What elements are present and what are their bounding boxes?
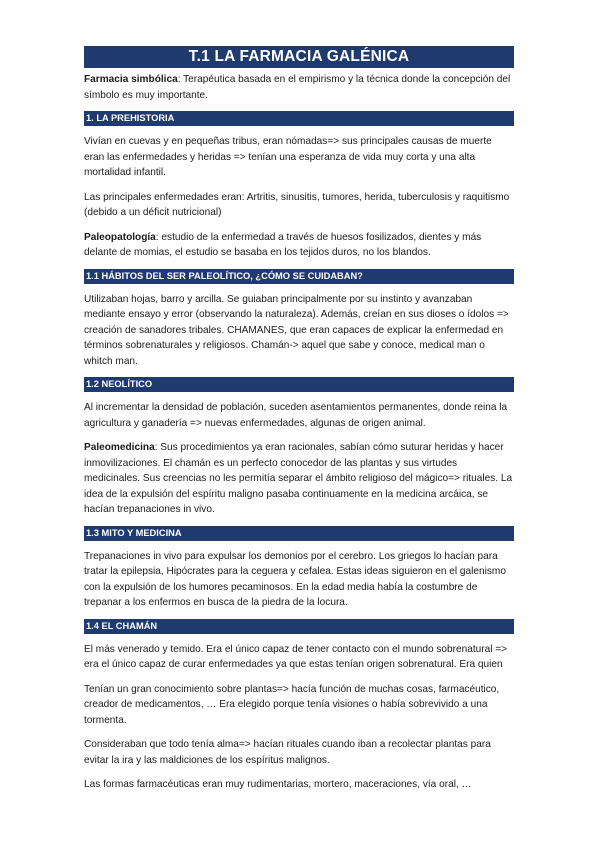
document-title: T.1 LA FARMACIA GALÉNICA bbox=[84, 46, 514, 68]
prehistoria-paragraph-2: Las principales enfermedades eran: Artritis, sinusitis, tumores, herida, tuberculosis y raquitismo (debido a un déficit nutricional) bbox=[84, 191, 510, 218]
neolitico-paragraph-1: Al incrementar la densidad de población, suceden asentamientos permanentes, donde reina la agricultura y ganadería => nuevas enfermedades, algunas de origen animal. bbox=[84, 402, 508, 429]
chaman-paragraph-4: Las formas farmacéuticas eran muy rudimentarias, mortero, maceraciones, vía oral, … bbox=[84, 779, 472, 790]
heading-chaman: 1.4 EL CHAMÁN bbox=[84, 619, 514, 634]
paleopatologia-term: Paleopatología bbox=[84, 231, 156, 243]
paleomedicina-term: Paleomedicina bbox=[84, 442, 155, 453]
chaman-paragraph-1: El más venerado y temido. Era el único capaz de tener contacto con el mundo sobrenatural => era el único capaz de curar enfermedades ya que estas tenían origen sobrenatural. Era quien bbox=[84, 643, 508, 670]
paleomedicina-text: : Sus procedimientos ya eran racionales, sabían cómo suturar heridas y hacer inmovilizaciones. El chamán es un perfecto conocedor de las plantas y sus virtudes medicinales. Sus creencias no les permitía separar el ámbito religioso del mágico=> rituales. La idea de la expulsión del espíritu maligno pasaba continuamente en la medicina arcáica, se hacían trepanaciones in vivo. bbox=[84, 442, 513, 515]
document-page bbox=[84, 46, 514, 793]
heading-mito-medicina: 1.3 MITO Y MEDICINA bbox=[84, 526, 514, 541]
intro-term: Farmacia simbólica bbox=[84, 74, 178, 85]
intro-paragraph bbox=[84, 72, 514, 103]
paleopatologia-text: : estudio de la enfermedad a través de huesos fosilizados, dientes y más delante de momias, el estudio se basaba en los tejidos duros, no los blandos. bbox=[84, 231, 482, 258]
mito-paragraph-1: Trepanaciones in vivo para expulsar los demonios por el cerebro. Los griegos lo hacían para tratar la epilepsia, Hipócrates para la ceguera y cefalea. Estas ideas siguieron en el galenismo con la expulsión de los humores pecaminosos. En la edad media había la costumbre de trepanar a los enfermos en busca de la piedra de la locura. bbox=[84, 550, 506, 608]
heading-neolitico: 1.2 NEOLÍTICO bbox=[84, 377, 514, 392]
neolitico-paragraph-2 bbox=[84, 440, 514, 518]
paleolitico-paragraph-1: Utilizaban hojas, barro y arcilla. Se guiaban principalmente por su instinto y avanzaban mediante ensayo y error (observando la naturaleza). Además, creían en sus dioses o ídolos => creación de sanadores tribales. CHAMANES, que eran capaces de explicar la enfermedad en términos sobrenaturales y religiosos. Chamán-> aquel que sabe y conoce, medical man o whitch man. bbox=[84, 293, 509, 367]
prehistoria-paragraph-3 bbox=[84, 230, 514, 261]
heading-paleolitico: 1.1 HÁBITOS DEL SER PALEOLÍTICO, ¿CÓMO SE CUIDABAN? bbox=[84, 269, 514, 284]
heading-prehistoria: 1. LA PREHISTORIA bbox=[84, 111, 514, 126]
intro-text: : Terapéutica basada en el empirismo y la técnica donde la concepción del símbolo es muy importante. bbox=[84, 74, 511, 101]
prehistoria-paragraph-1: Vivían en cuevas y en pequeñas tribus, eran nómadas=> sus principales causas de muerte eran las enfermedades y heridas => tenían una esperanza de vida muy corta y una alta mortalidad infantil. bbox=[84, 136, 492, 178]
chaman-paragraph-2: Tenían un gran conocimiento sobre plantas=> hacía función de muchas cosas, farmacéutico, creador de medicamentos, … Era elegido porque tenía visiones o había sobrevivido a una tormenta. bbox=[84, 683, 500, 726]
chaman-paragraph-3: Consideraban que todo tenía alma=> hacían rituales cuando iban a recolectar plantas para evitar la ira y las maldiciones de los espíritus malignos. bbox=[84, 739, 491, 766]
